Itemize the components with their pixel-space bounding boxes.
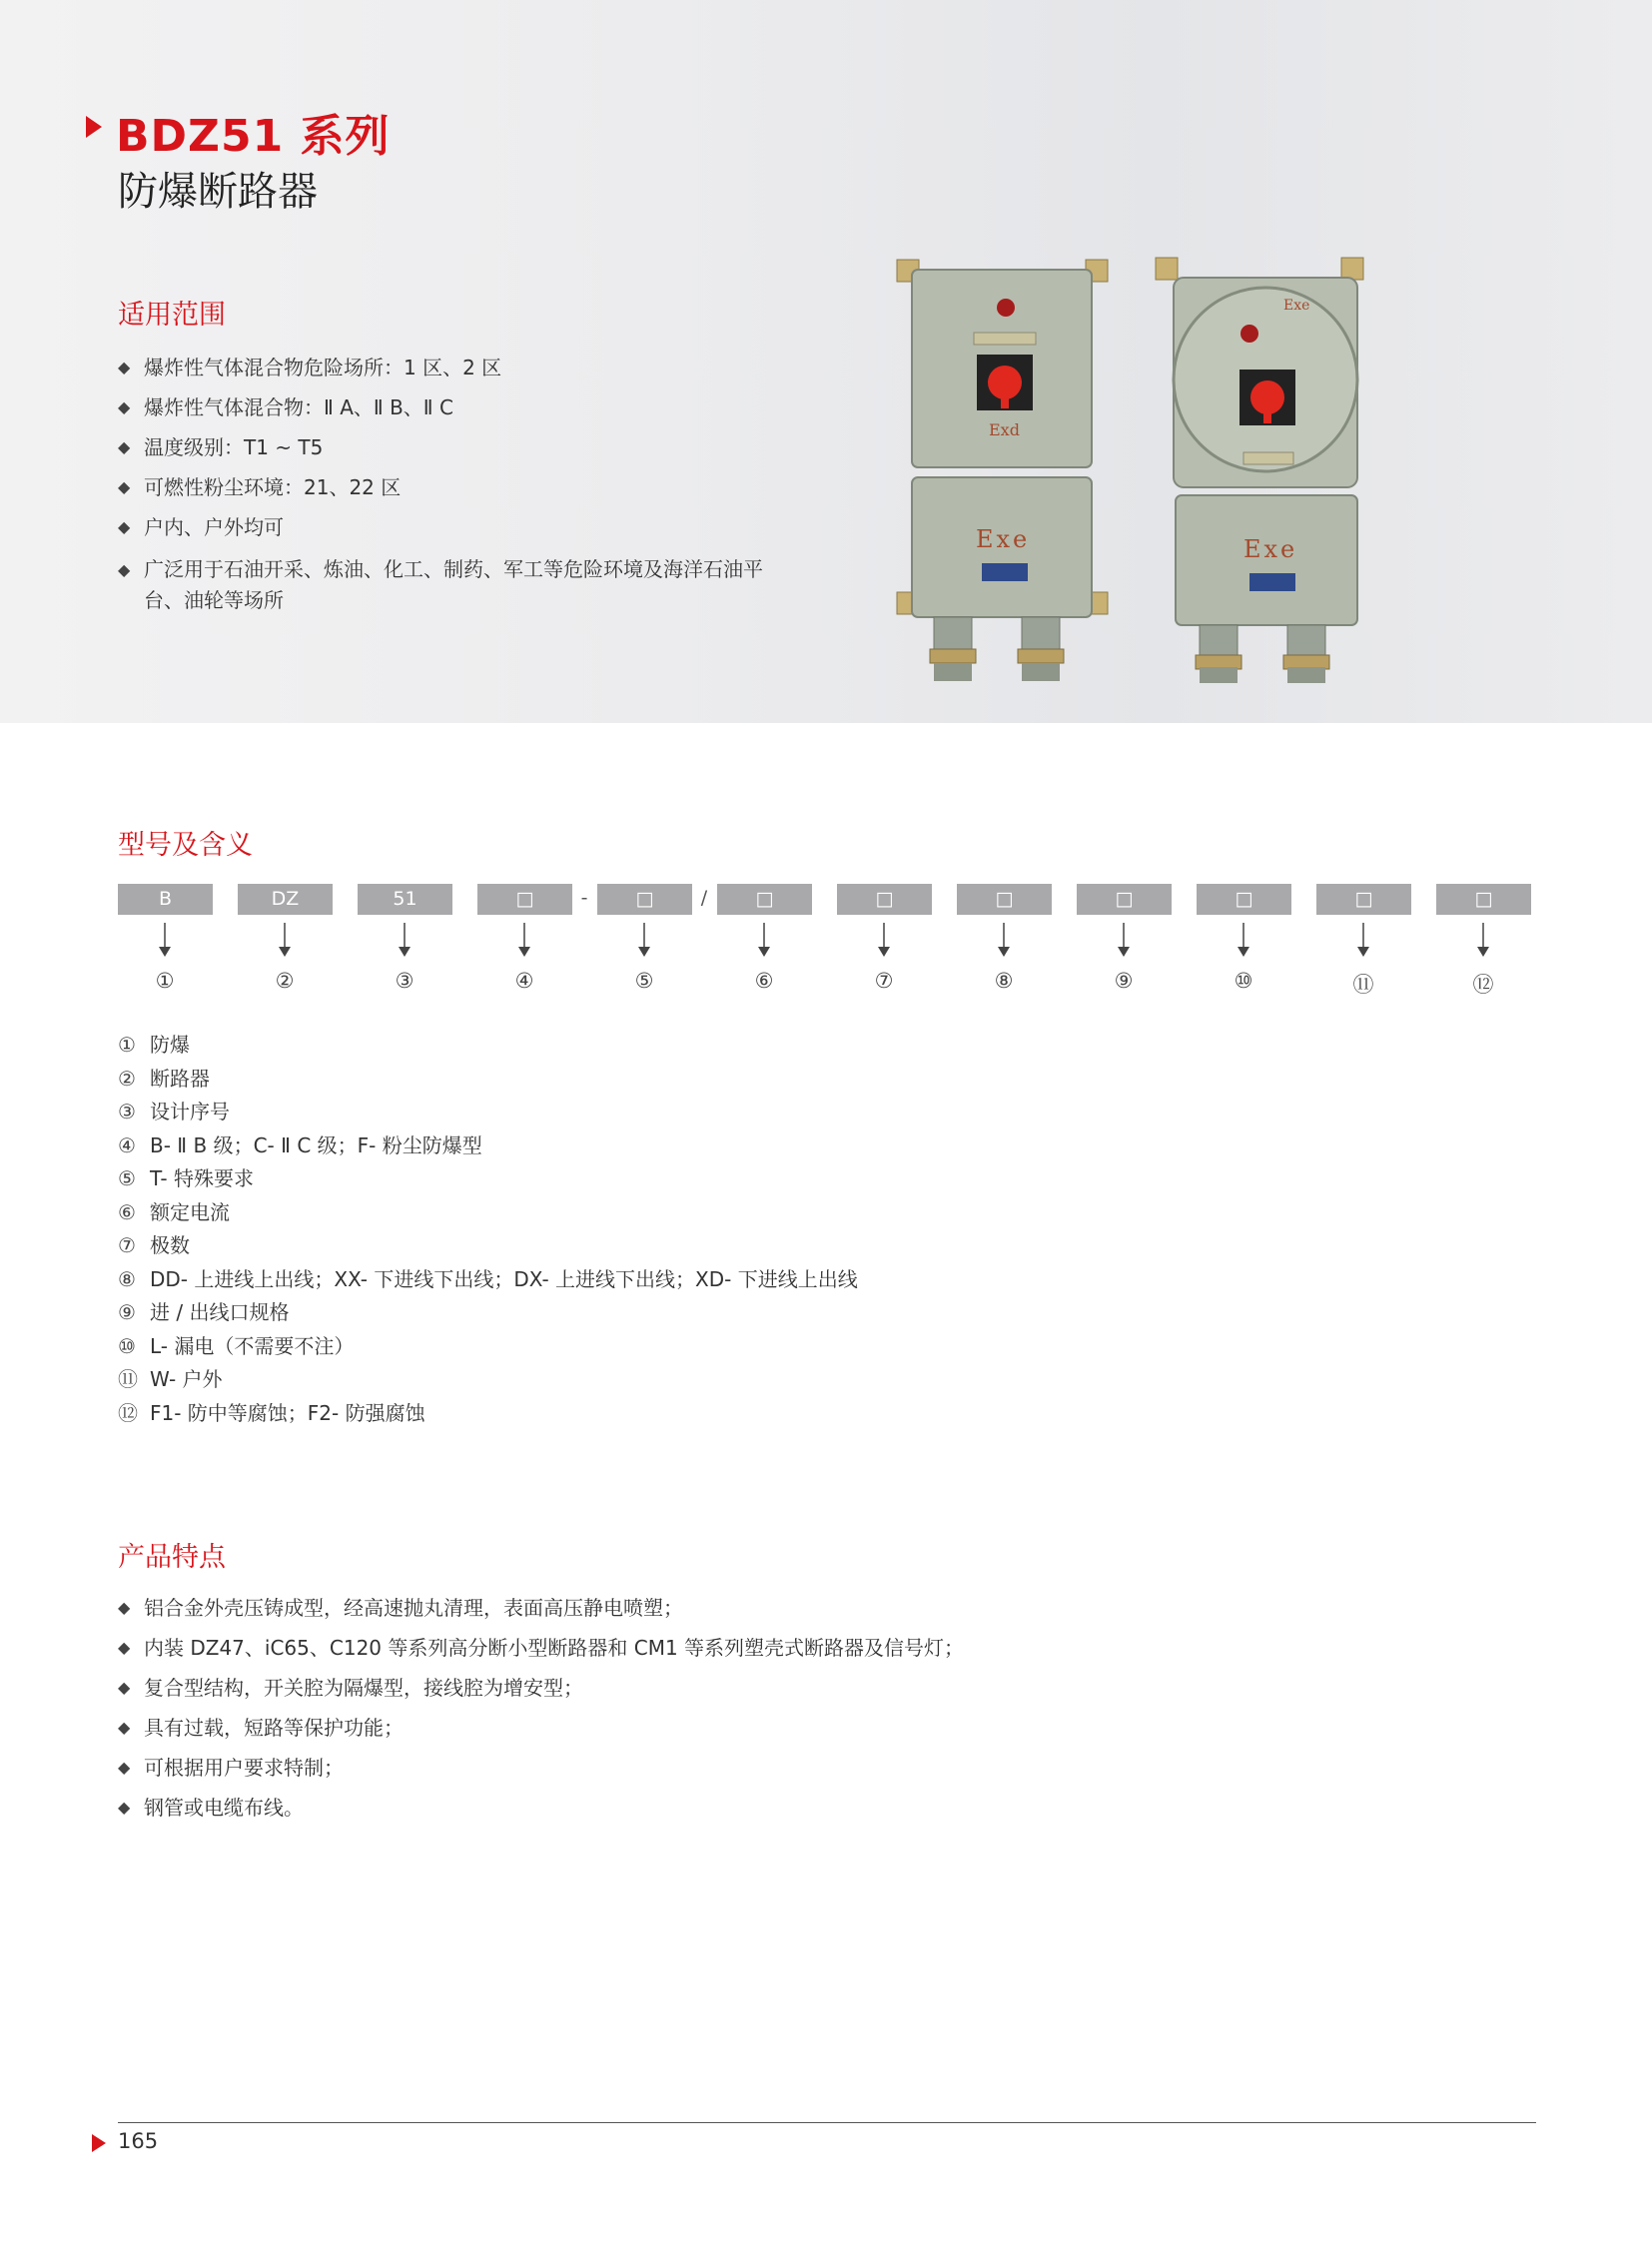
definition-item: ③ 设计序号 [118, 1100, 230, 1123]
code-number: ① [155, 969, 175, 993]
scope-list-continued [118, 545, 783, 616]
scope-item: ◆ 爆炸性气体混合物：Ⅱ A、Ⅱ B、Ⅱ C [118, 387, 501, 427]
product-photo [894, 248, 1393, 687]
feature-item: ◆ 具有过载，短路等保护功能； [118, 1708, 964, 1748]
code-box: 51 [358, 884, 452, 915]
diamond-bullet-icon: ◆ [118, 1718, 131, 1737]
code-number: ⑦ [874, 969, 894, 993]
diamond-bullet-icon: ◆ [118, 1798, 131, 1817]
code-box: □ [957, 884, 1052, 915]
definition-item: ⑫ F1- 防中等腐蚀；F2- 防强腐蚀 [118, 1400, 425, 1425]
code-number: ③ [395, 969, 414, 993]
code-number: ⑫ [1472, 973, 1494, 997]
code-number: ⑩ [1234, 969, 1253, 993]
scope-item: ◆ 温度级别：T1 ~ T5 [118, 427, 501, 467]
code-box: □ [1077, 884, 1172, 915]
code-box: □ [837, 884, 932, 915]
down-arrow-icon [1117, 923, 1131, 957]
exe-marking-small: Exe [1283, 298, 1310, 314]
diamond-bullet-icon: ◆ [118, 477, 131, 496]
feature-item: ◆ 内装 DZ47、iC65、C120 等系列高分断小型断路器和 CM1 等系列塑壳式断路器及信号灯； [118, 1628, 964, 1668]
diamond-bullet-icon: ◆ [118, 1758, 131, 1777]
diamond-bullet-icon: ◆ [118, 358, 131, 376]
code-separator: - [580, 887, 588, 909]
code-box: □ [1436, 884, 1531, 915]
definition-item: ⑧ DD- 上进线上出线；XX- 下进线下出线；DX- 上进线下出线；XD- 下进线上出线 [118, 1266, 858, 1291]
features-list [118, 1588, 964, 1828]
code-number: ② [275, 969, 295, 993]
code-number: ⑤ [634, 969, 654, 993]
code-box: B [118, 884, 213, 915]
definition-item: ① 防爆 [118, 1033, 190, 1057]
scope-title: 适用范围 [118, 300, 226, 331]
down-arrow-icon [517, 923, 531, 957]
code-box: □ [717, 884, 812, 915]
scope-item: ◆ 可燃性粉尘环境：21、22 区 [118, 467, 501, 507]
definition-item: ⑪ W- 户外 [118, 1367, 223, 1391]
series-title: BDZ51 系列 [116, 111, 391, 162]
down-arrow-icon [158, 923, 172, 957]
diamond-bullet-icon: ◆ [118, 1678, 131, 1697]
down-arrow-icon [1476, 923, 1490, 957]
down-arrow-icon [757, 923, 771, 957]
definition-item: ② 断路器 [118, 1066, 210, 1091]
exe-marking-right: Exe [1243, 535, 1298, 563]
scope-item: ◆ 广泛用于石油开采、炼油、化工、制药、军工等危险环境及海洋石油平台、油轮等场所 [118, 554, 783, 616]
scope-list [118, 348, 501, 547]
code-box: □ [477, 884, 572, 915]
exd-marking: Exd [989, 420, 1020, 439]
definition-item: ⑤ T- 特殊要求 [118, 1166, 254, 1190]
features-title: 产品特点 [118, 1542, 226, 1573]
code-box: □ [597, 884, 692, 915]
diamond-bullet-icon: ◆ [118, 517, 131, 536]
code-number: ⑪ [1352, 973, 1374, 997]
definition-item: ⑦ 极数 [118, 1233, 190, 1257]
down-arrow-icon [398, 923, 412, 957]
definition-item: ⑩ L- 漏电（不需要不注） [118, 1333, 355, 1358]
model-definitions [118, 1029, 858, 1430]
definition-item: ⑥ 额定电流 [118, 1199, 230, 1224]
feature-item: ◆ 铝合金外壳压铸成型，经高速抛丸清理，表面高压静电喷塑； [118, 1588, 964, 1628]
scope-item: ◆ 爆炸性气体混合物危险场所：1 区、2 区 [118, 348, 501, 387]
down-arrow-icon [1356, 923, 1370, 957]
definition-item: ④ B- Ⅱ B 级；C- Ⅱ C 级；F- 粉尘防爆型 [118, 1132, 482, 1157]
footer-divider [118, 2122, 1536, 2123]
exe-marking-left: Exe [976, 525, 1031, 553]
down-arrow-icon [278, 923, 292, 957]
feature-item: ◆ 可根据用户要求特制； [118, 1748, 964, 1788]
down-arrow-icon [877, 923, 891, 957]
breaker-unit-left [897, 260, 1108, 681]
down-arrow-icon [637, 923, 651, 957]
code-box: □ [1316, 884, 1411, 915]
code-number: ⑨ [1114, 969, 1134, 993]
down-arrow-icon [997, 923, 1011, 957]
down-arrow-icon [1237, 923, 1250, 957]
page-number: 165 [118, 2129, 159, 2153]
code-separator: / [700, 887, 708, 909]
diamond-bullet-icon: ◆ [118, 1638, 131, 1657]
model-code-row [118, 884, 1536, 1014]
breaker-unit-right [1156, 258, 1363, 683]
page-arrow-icon [92, 2134, 106, 2152]
code-number: ⑧ [994, 969, 1014, 993]
definition-item: ⑨ 进 / 出线口规格 [118, 1300, 290, 1324]
diamond-bullet-icon: ◆ [118, 437, 131, 456]
code-box: □ [1197, 884, 1291, 915]
feature-item: ◆ 复合型结构，开关腔为隔爆型，接线腔为增安型； [118, 1668, 964, 1708]
diamond-bullet-icon: ◆ [118, 560, 131, 579]
code-number: ⑥ [754, 969, 774, 993]
code-box: DZ [238, 884, 333, 915]
diamond-bullet-icon: ◆ [118, 1598, 131, 1617]
product-name: 防爆断路器 [118, 169, 318, 215]
diamond-bullet-icon: ◆ [118, 397, 131, 416]
feature-item: ◆ 钢管或电缆布线。 [118, 1788, 964, 1828]
scope-item: ◆ 户内、户外均可 [118, 507, 501, 547]
title-arrow-icon [86, 116, 102, 138]
code-number: ④ [514, 969, 534, 993]
model-title: 型号及含义 [118, 830, 253, 861]
